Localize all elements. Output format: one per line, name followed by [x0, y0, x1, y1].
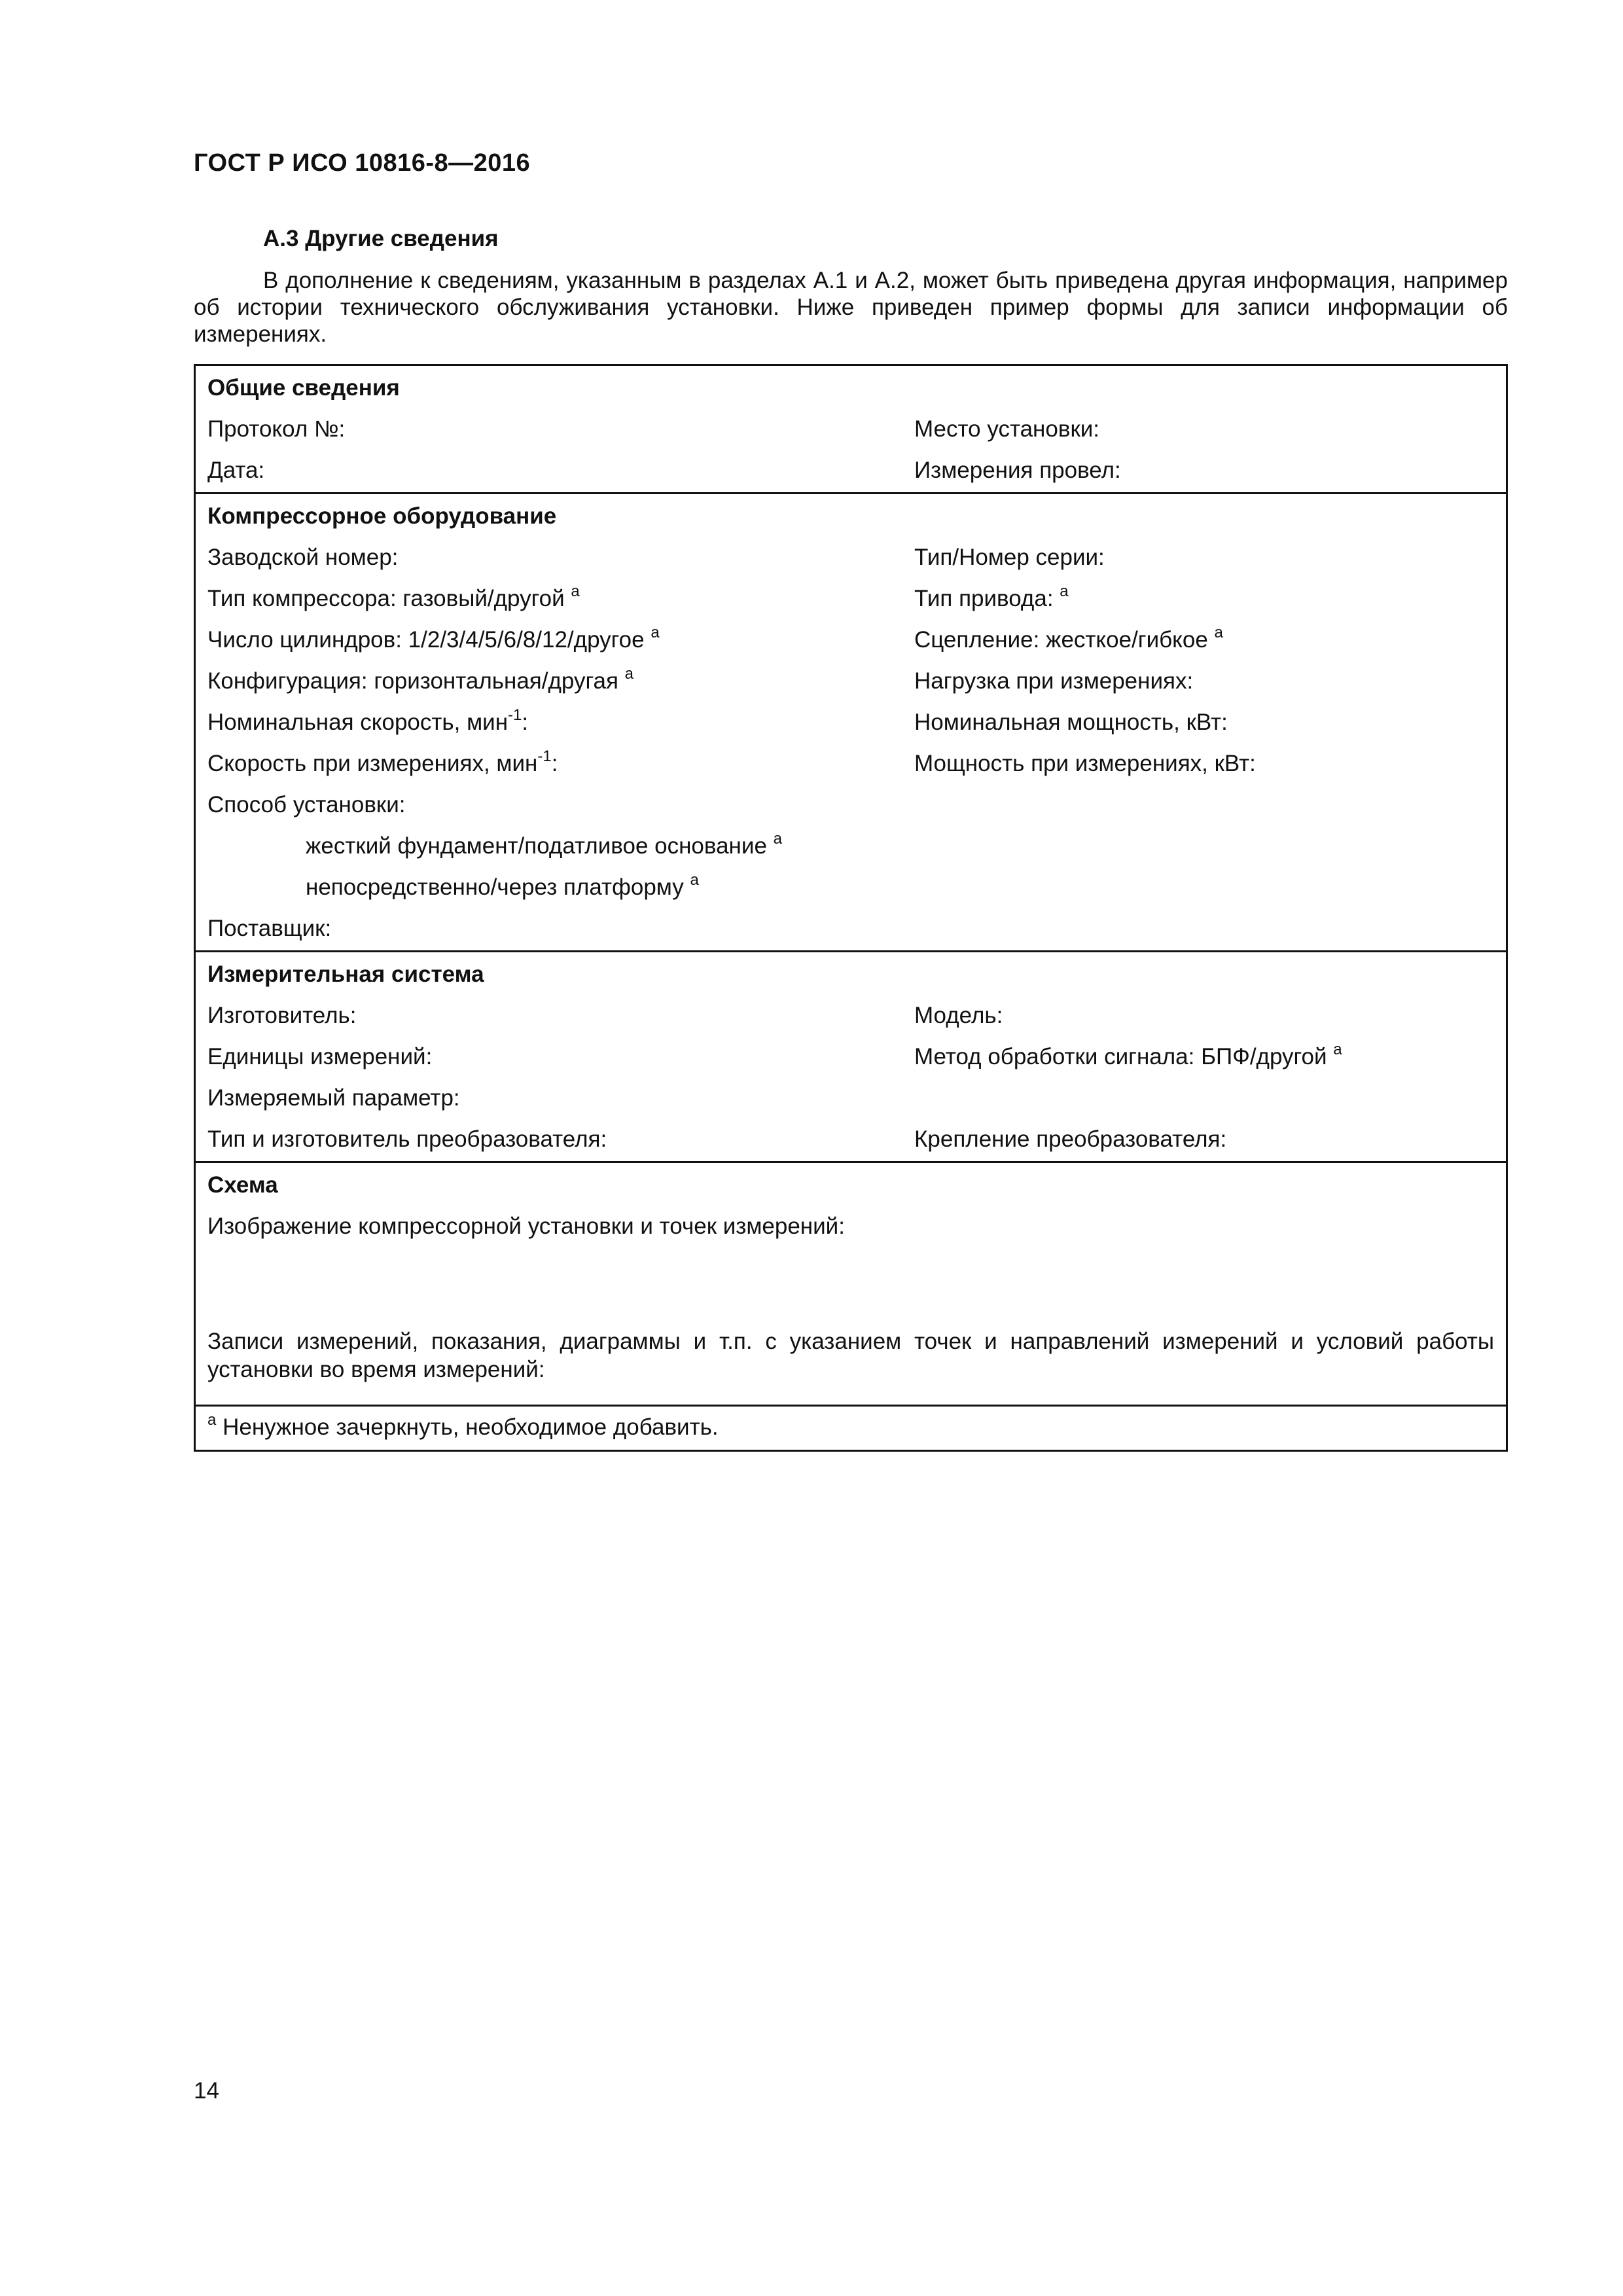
- coupling-field: [914, 623, 1506, 653]
- scheme-records-label: Записи измерений, показания, диаграммы и т.п. с указанием точек и направлений измерений и условий работы установки во время измерений:: [207, 1329, 1494, 1382]
- footnote: [196, 1408, 1506, 1448]
- transducer-mount-label: Крепление преобразователя:: [914, 1126, 1227, 1152]
- note-marker: а: [571, 582, 580, 600]
- cylinders-field: [207, 623, 914, 653]
- scheme-image-label: Изображение компрессорной установки и точек измерений:: [207, 1213, 845, 1239]
- configuration-field: [207, 664, 914, 694]
- section-title: А.3 Другие сведения: [263, 226, 499, 251]
- intro-paragraph: В дополнение к сведениям, указанным в разделах А.1 и А.2, может быть приведена другая информация, например об истории технического обслуживания установки. Ниже приведен пример формы для записи информации об измерениях.: [194, 268, 1508, 347]
- compressor-type-field: [207, 582, 914, 612]
- colon: :: [522, 709, 529, 735]
- page-number: 14: [194, 2078, 219, 2104]
- units-label: Единицы измерений:: [207, 1043, 433, 1069]
- location-label: Место установки:: [914, 416, 1100, 442]
- drive-type-label: Тип привода:: [914, 585, 1054, 611]
- serial-number-label: Заводской номер:: [207, 544, 399, 570]
- scheme-heading: Схема: [207, 1172, 278, 1198]
- signal-processing-field: [914, 1040, 1506, 1070]
- note-marker: а: [624, 664, 633, 683]
- note-marker: а: [651, 623, 660, 641]
- note-marker: а: [690, 870, 699, 889]
- measuring-heading: Измерительная система: [207, 961, 484, 987]
- compressor-type-label: Тип компрессора: газовый/другой: [207, 585, 565, 611]
- measured-speed-field: [207, 747, 914, 777]
- section-compressor: [196, 494, 1506, 952]
- transducer-label: Тип и изготовитель преобразователя:: [207, 1126, 607, 1152]
- parameter-label: Измеряемый параметр:: [207, 1085, 460, 1111]
- mount-option1-label: жесткий фундамент/податливое основание: [306, 833, 767, 859]
- measured-speed-label: Скорость при измерениях, мин: [207, 750, 538, 776]
- measured-power-label: Мощность при измерениях, кВт:: [914, 750, 1256, 776]
- mounting-option-foundation: [306, 829, 782, 859]
- note-marker: а: [1214, 623, 1223, 641]
- section-footnote: [196, 1407, 1506, 1450]
- note-marker: а: [773, 829, 782, 848]
- note-marker: а: [1333, 1040, 1342, 1058]
- date-label: Дата:: [207, 457, 265, 483]
- coupling-label: Сцепление: жесткое/гибкое: [914, 626, 1208, 653]
- model-label: Модель:: [914, 1002, 1003, 1028]
- supplier-label: Поставщик:: [207, 915, 332, 941]
- section-scheme: [196, 1163, 1506, 1407]
- compressor-heading: Компрессорное оборудование: [207, 503, 557, 529]
- mounting-option-platform: [306, 870, 699, 901]
- note-marker: а: [1060, 582, 1069, 600]
- nominal-speed-label: Номинальная скорость, мин: [207, 709, 508, 735]
- mounting-label: Способ установки:: [207, 791, 406, 817]
- exponent: -1: [508, 706, 522, 724]
- document-code: ГОСТ Р ИСО 10816-8—2016: [194, 149, 531, 177]
- footnote-text: Ненужное зачеркнуть, необходимое добавить.: [223, 1414, 719, 1440]
- signal-processing-label: Метод обработки сигнала: БПФ/другой: [914, 1043, 1327, 1069]
- note-marker: а: [207, 1411, 217, 1429]
- load-label: Нагрузка при измерениях:: [914, 668, 1194, 694]
- exponent: -1: [537, 747, 552, 765]
- nominal-power-label: Номинальная мощность, кВт:: [914, 709, 1228, 735]
- mount-option2-label: непосредственно/через платформу: [306, 874, 684, 900]
- measured-by-label: Измерения провел:: [914, 457, 1121, 483]
- general-heading: Общие сведения: [207, 374, 400, 401]
- manufacturer-label: Изготовитель:: [207, 1002, 357, 1028]
- scheme-blank-area: [196, 1247, 1506, 1322]
- nominal-speed-field: [207, 706, 914, 736]
- protocol-label: Протокол №:: [207, 416, 346, 442]
- measurement-form: [194, 364, 1508, 1452]
- drive-type-field: [914, 582, 1506, 612]
- type-series-label: Тип/Номер серии:: [914, 544, 1105, 570]
- cylinders-label: Число цилиндров: 1/2/3/4/5/6/8/12/другое: [207, 626, 645, 653]
- section-general: [196, 366, 1506, 494]
- configuration-label: Конфигурация: горизонтальная/другая: [207, 668, 618, 694]
- section-measuring-system: [196, 952, 1506, 1163]
- colon: :: [551, 750, 558, 776]
